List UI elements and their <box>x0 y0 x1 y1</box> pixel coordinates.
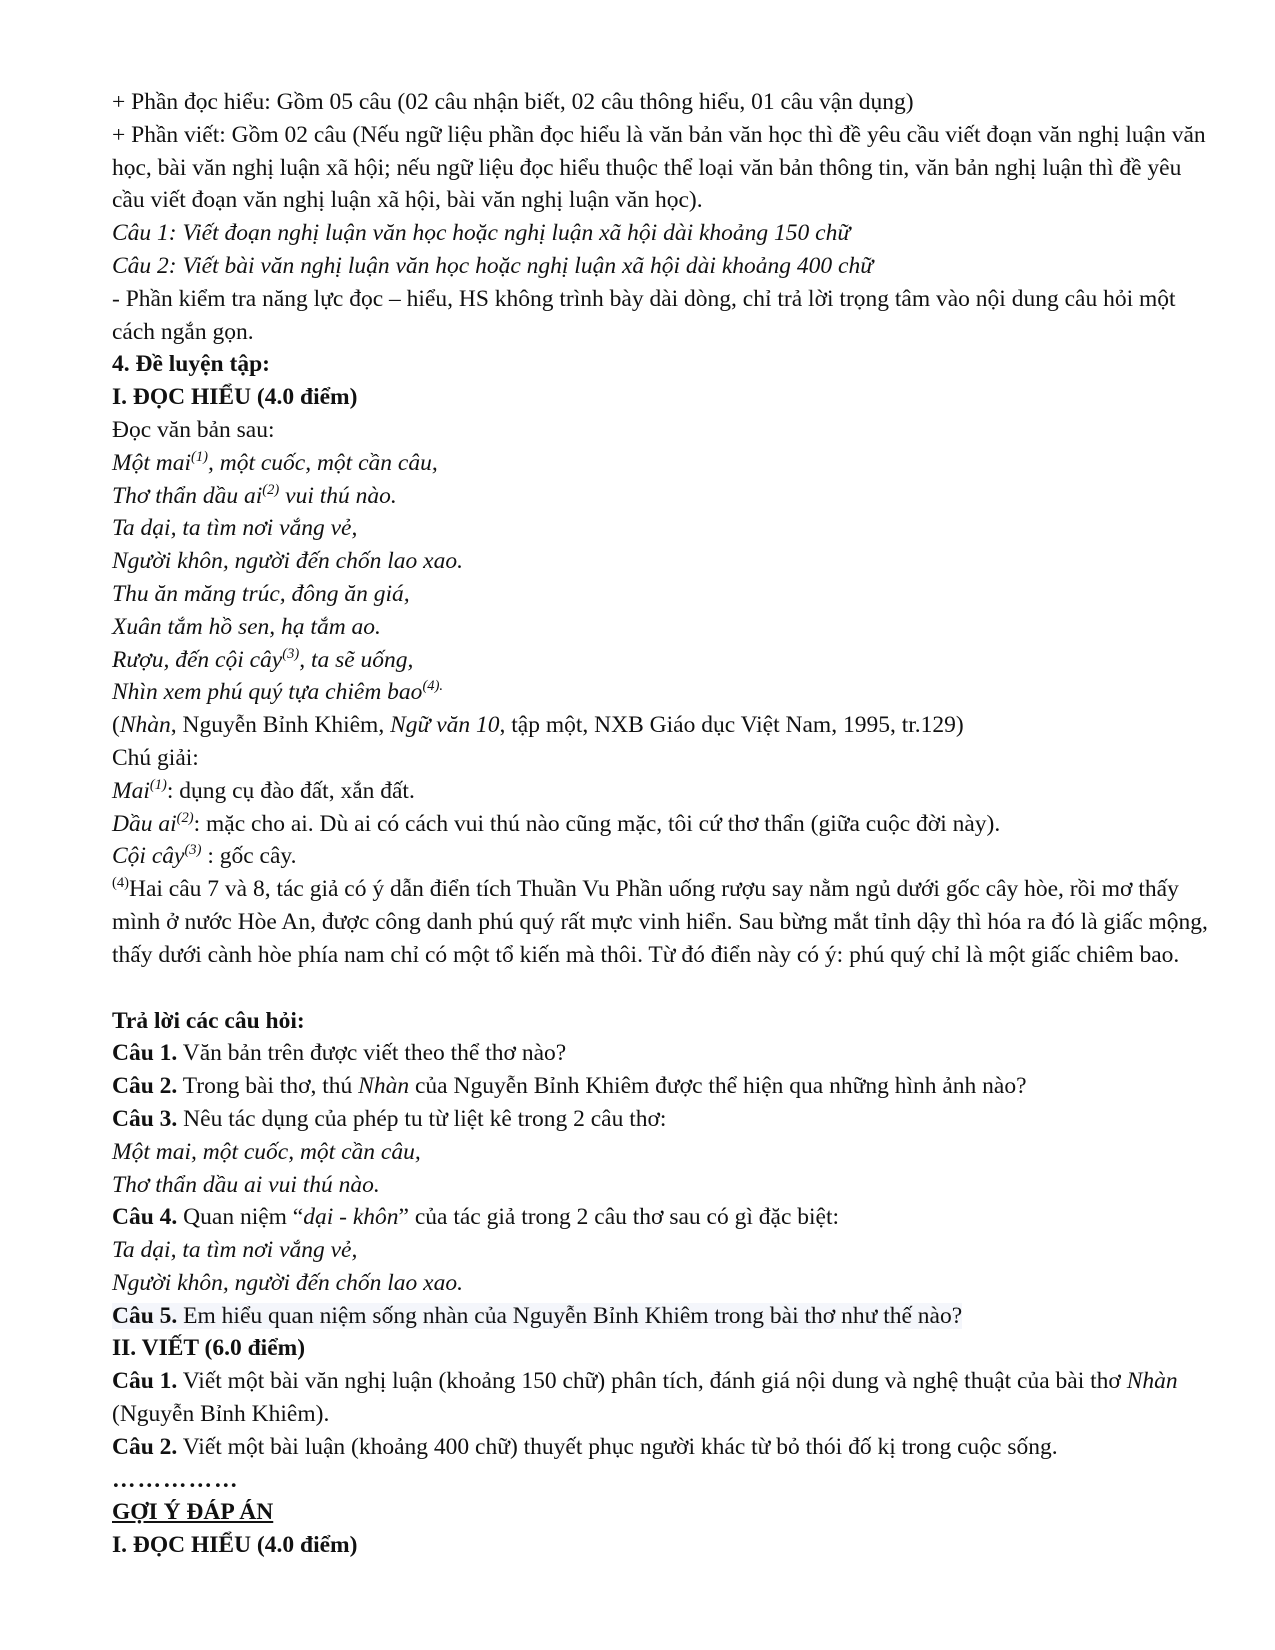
question-2-label: Câu 2. <box>112 1073 178 1100</box>
note-4-text: Hai câu 7 và 8, tác giả có ý dẫn điển tích Thuần Vu Phần uống rượu say nằm ngủ dưới gốc cây hòe, rồi mơ thấy mình ở nước Hòe An, được công danh phú quý rất mực vinh hiển. Sau bừng mắt tỉnh dậy thì hóa ra đó là giấc mộng, thấy dưới cành hòe phía nam chỉ có một tổ kiến mà thôi. Từ đó điển này có ý: phú quý chỉ là một giấc chiêm bao. <box>112 876 1208 968</box>
note-1-ref: (1) <box>149 776 167 793</box>
poem-line-6: Xuân tắm hồ sen, hạ tắm ao. <box>112 613 381 640</box>
note-2-term: Dầu ai <box>112 810 177 837</box>
note-2-ref: (2) <box>176 809 194 826</box>
writing-task-1 <box>112 1365 1212 1431</box>
writing-task-1-text: Viết một bài văn nghị luận (khoảng 150 chữ) phân tích, đánh giá nội dung và nghệ thuật của bài thơ <box>177 1368 1127 1395</box>
poem-line-7-text: Rượu, đến cội cây <box>112 646 283 673</box>
question-5 <box>112 1300 1212 1333</box>
note-1 <box>112 775 1212 808</box>
poem-line-2 <box>112 480 1212 513</box>
question-5-text: Em hiểu quan niệm sống nhàn của Nguyễn Bỉnh Khiêm trong bài thơ như thế nào? <box>177 1302 963 1329</box>
question-3-text: Nêu tác dụng của phép tu từ liệt kê trong 2 câu thơ: <box>177 1105 667 1132</box>
intro-cau-1: Câu 1: Viết đoạn nghị luận văn học hoặc nghị luận xã hội dài khoảng 150 chữ <box>112 220 851 247</box>
answer-part-1-heading: I. ĐỌC HIỂU (4.0 điểm) <box>112 1532 358 1559</box>
question-1-text: Văn bản trên được viết theo thể thơ nào? <box>177 1040 567 1067</box>
footnote-ref-3: (3) <box>282 645 300 662</box>
poem-line-2-rest: vui thú nào. <box>279 482 397 509</box>
question-4-text-end: ” của tác giả trong 2 câu thơ sau có gì đặc biệt: <box>398 1204 840 1231</box>
poem-line-3: Ta dại, ta tìm nơi vắng vẻ, <box>112 515 358 542</box>
footnote-ref-2: (2) <box>262 481 280 498</box>
footnote-ref-1: (1) <box>190 448 208 465</box>
poem-line-2-text: Thơ thẩn dầu ai <box>112 482 263 509</box>
notes-heading: Chú giải: <box>112 744 199 771</box>
question-3 <box>112 1103 1212 1136</box>
document-page <box>112 86 1212 1562</box>
answer-heading: GỢI Ý ĐÁP ÁN <box>112 1499 274 1526</box>
note-4 <box>112 873 1212 971</box>
source-author: , Nguyễn Bỉnh Khiêm, <box>170 712 391 739</box>
footnote-ref-4: (4). <box>422 678 444 695</box>
poem-line-4: Người khôn, người đến chốn lao xao. <box>112 548 463 575</box>
question-4 <box>112 1201 1212 1234</box>
writing-task-1-text-end: (Nguyễn Bỉnh Khiêm). <box>112 1401 330 1428</box>
section-4-heading: 4. Đề luyện tập: <box>112 351 270 378</box>
note-2-text: : mặc cho ai. Dù ai có cách vui thú nào cũng mặc, tôi cứ thơ thẩn (giữa cuộc đời này). <box>193 810 1001 837</box>
intro-reading-part: + Phần đọc hiểu: Gồm 05 câu (02 câu nhận biết, 02 câu thông hiểu, 01 câu vận dụng) <box>112 89 914 115</box>
poem-line-1-rest: , một cuốc, một cần câu, <box>207 449 438 476</box>
question-5-highlight <box>112 1303 962 1329</box>
question-4-verse-1: Ta dại, ta tìm nơi vắng vẻ, <box>112 1237 358 1264</box>
intro-writing-part: + Phần viết: Gồm 02 câu (Nếu ngữ liệu phần đọc hiểu là văn bản văn học thì đề yêu cầu viết đoạn văn nghị luận văn học, bài văn nghị luận xã hội; nếu ngữ liệu đọc hiểu thuộc thể loại văn bản thông tin, văn bản nghị luận thì đề yêu cầu viết đoạn văn nghị luận xã hội, bài văn nghị luận văn học). <box>112 121 1206 214</box>
note-3-text: : gốc cây. <box>201 843 297 870</box>
part-2-heading: II. VIẾT (6.0 điểm) <box>112 1335 306 1362</box>
read-prompt: Đọc văn bản sau: <box>112 416 275 443</box>
poem-line-8 <box>112 676 1212 709</box>
questions-heading: Trả lời các câu hỏi: <box>112 1007 305 1034</box>
question-4-label: Câu 4. <box>112 1204 178 1231</box>
writing-task-2 <box>112 1431 1212 1464</box>
poem-line-1 <box>112 447 1212 480</box>
source-title: Nhàn <box>119 712 171 739</box>
note-2 <box>112 808 1212 841</box>
question-1 <box>112 1037 1212 1070</box>
question-3-verse-1: Một mai, một cuốc, một cần câu, <box>112 1138 421 1165</box>
question-2-text-end: của Nguyễn Bỉnh Khiêm được thể hiện qua những hình ảnh nào? <box>409 1073 1027 1100</box>
writing-task-1-emphasis: Nhàn <box>1126 1368 1178 1395</box>
intro-cau-2: Câu 2: Viết bài văn nghị luận văn học hoặc nghị luận xã hội dài khoảng 400 chữ <box>112 252 874 279</box>
note-3-ref: (3) <box>184 842 202 859</box>
note-1-text: : dụng cụ đào đất, xắn đất. <box>166 777 415 804</box>
poem-line-8-text: Nhìn xem phú quý tựa chiêm bao <box>112 679 423 706</box>
writing-task-1-label: Câu 1. <box>112 1368 178 1395</box>
source-book: Ngữ văn 10 <box>390 712 500 739</box>
poem-line-5: Thu ăn măng trúc, đông ăn giá, <box>112 580 410 607</box>
question-4-text: Quan niệm “ <box>177 1204 304 1231</box>
spacer <box>112 972 1212 1005</box>
note-3 <box>112 840 1212 873</box>
dotted-separator: …………… <box>112 1466 240 1493</box>
poem-line-7 <box>112 644 1212 677</box>
question-1-label: Câu 1. <box>112 1040 178 1067</box>
question-2-text: Trong bài thơ, thú <box>177 1073 359 1100</box>
question-5-label: Câu 5. <box>112 1302 178 1329</box>
question-4-verse-2: Người khôn, người đến chốn lao xao. <box>112 1269 463 1296</box>
question-3-label: Câu 3. <box>112 1105 178 1132</box>
question-2-emphasis: Nhàn <box>358 1073 410 1100</box>
question-2 <box>112 1070 1212 1103</box>
source-open: ( <box>112 712 120 739</box>
part-1-heading: I. ĐỌC HIỂU (4.0 điểm) <box>112 384 358 411</box>
intro-note: - Phần kiểm tra năng lực đọc – hiểu, HS không trình bày dài dòng, chỉ trả lời trọng tâm vào nội dung câu hỏi một cách ngắn gọn. <box>112 285 1176 345</box>
poem <box>112 447 1212 709</box>
writing-task-2-text: Viết một bài luận (khoảng 400 chữ) thuyết phục người khác từ bỏ thói đố kị trong cuộc sống. <box>177 1433 1058 1460</box>
source-details: , tập một, NXB Giáo dục Việt Nam, 1995, tr.129) <box>499 712 964 739</box>
note-3-term: Cội cây <box>112 843 185 870</box>
poem-line-7-rest: , ta sẽ uống, <box>299 646 414 673</box>
note-1-term: Mai <box>112 777 150 804</box>
question-4-emphasis: dại - khôn <box>303 1204 399 1231</box>
note-4-ref: (4) <box>112 875 129 892</box>
poem-line-1-text: Một mai <box>112 449 191 476</box>
question-3-verse-2: Thơ thẩn dầu ai vui thú nào. <box>112 1171 380 1198</box>
poem-source <box>112 709 1212 742</box>
writing-task-2-label: Câu 2. <box>112 1433 178 1460</box>
